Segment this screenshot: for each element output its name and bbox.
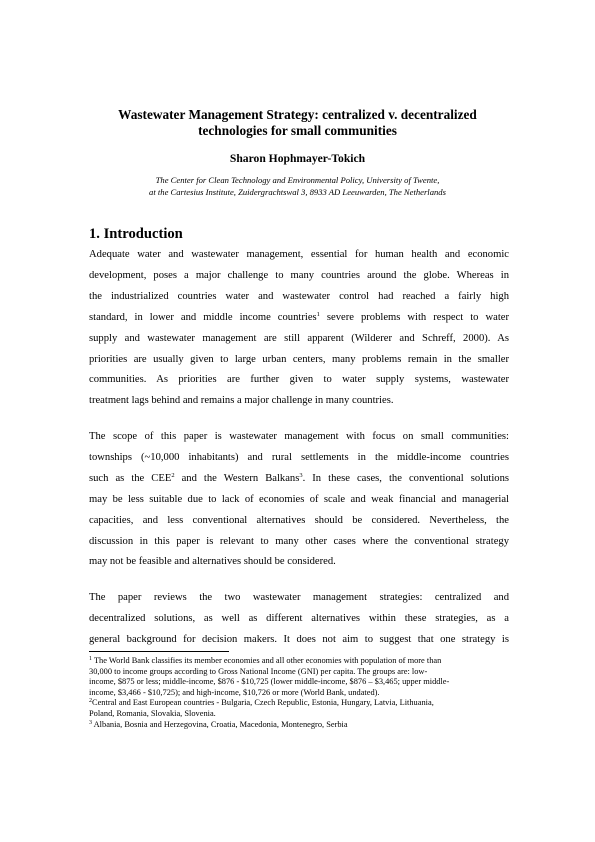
footnote-line (89, 688, 509, 699)
title-line: Wastewater Management Strategy: centralized v. decentralized (118, 107, 477, 122)
line-text: severe problems with respect to water (319, 311, 509, 323)
affiliation-line: The Center for Clean Technology and Environmental Policy, University of Twente, (155, 175, 440, 185)
paragraph-line (89, 490, 509, 511)
footnote (89, 656, 509, 698)
line-text: development, poses a major challenge to many countries around the globe. Whereas in (89, 269, 509, 281)
footnote-line (89, 720, 509, 731)
paragraph-line (89, 391, 509, 412)
footnote-number: 1 (89, 656, 92, 662)
paragraph-line (89, 552, 509, 573)
line-text: townships (~10,000 inhabitants) and rural settlements in the middle-income countries (89, 451, 509, 463)
line-text: may be less suitable due to lack of economies of scale and weak financial and managerial (89, 493, 509, 505)
line-text: and the Western Balkans (174, 472, 300, 484)
footnote-number: 2 (89, 698, 92, 705)
affiliation-line: at the Cartesius Institute, Zuidergrachtswal 3, 8933 AD Leeuwarden, The Netherlands (149, 186, 446, 197)
line-text: such as the CEE (89, 472, 172, 484)
paragraph-line (89, 532, 509, 553)
footnote-text: income, $3,466 - $10,725); and high-income, $10,726 or more (World Bank, undated). (89, 687, 380, 697)
paragraph-line (89, 350, 509, 371)
footnote-text: 30,000 to income groups according to Gross National Income (GNI) per capita. The groups are: low- (89, 666, 428, 676)
body-paragraph (89, 245, 509, 412)
line-text: supply and wastewater management are still apparent (Wilderer and Schreff, 2000). As (89, 332, 509, 344)
footnote-marker: 3 (299, 471, 303, 479)
footnote-separator (89, 651, 229, 652)
author-name: Sharon Hophmayer-Tokich (229, 152, 366, 165)
paragraph-line (89, 588, 509, 609)
body-paragraph (89, 427, 509, 573)
paragraph-line (89, 287, 509, 308)
footnote (89, 698, 509, 719)
footnote-number: 3 (89, 719, 92, 726)
paragraph-line (89, 329, 509, 350)
line-text: treatment lags behind and remains a major challenge in many countries. (89, 395, 394, 407)
line-text: priorities are usually given to large urban centers, many problems remain in the smaller (89, 353, 509, 365)
paragraph-line (89, 448, 509, 469)
footnote-line (89, 667, 509, 678)
line-text: The paper reviews the two wastewater management strategies: centralized and (89, 592, 509, 603)
section-heading: 1. Introduction (89, 226, 183, 242)
title-line: technologies for small communities (198, 123, 397, 138)
paragraph-line (89, 630, 509, 651)
footnote-line (89, 698, 509, 709)
paragraph-line (89, 245, 509, 266)
line-text: general background for decision makers. It does not aim to suggest that one strategy is (89, 633, 509, 645)
paragraph-line (89, 609, 509, 630)
line-text: communities. As priorities are further given to water supply systems, wastewater (89, 374, 509, 386)
line-text: standard, in lower and middle income countries (89, 311, 317, 323)
footnote-text: Poland, Romania, Slovakia, Slovenia. (89, 708, 216, 718)
footnote-text: Albania, Bosnia and Herzegovina, Croatia, Macedonia, Montenegro, Serbia (92, 719, 348, 729)
body-paragraph (89, 588, 509, 651)
footnote-text: The World Bank classifies its member economies and all other economies with population of more than (92, 656, 442, 665)
footnote-line (89, 709, 509, 720)
paragraph-line (89, 308, 509, 329)
author-affiliation (60, 175, 535, 198)
line-text: the industrialized countries water and wastewater control had reached a fairly high (89, 290, 509, 302)
line-text: . In these cases, the conventional solutions (302, 472, 509, 484)
line-text: The scope of this paper is wastewater management with focus on small communities: (89, 431, 509, 442)
paper-title (60, 107, 535, 139)
line-text: capacities, and less conventional alternatives should be considered. Nevertheless, the (89, 514, 509, 526)
footnote-line (89, 656, 509, 667)
paragraph-line (89, 370, 509, 391)
line-text: discussion in this paper is relevant to many other cases where the conventional strategy (89, 535, 509, 547)
footnote-text: Central and East European countries - Bulgaria, Czech Republic, Estonia, Hungary, Latvia, Lithuania, (92, 698, 434, 708)
paragraph-line (89, 469, 509, 490)
footnote (89, 720, 509, 731)
footnote-text: income, $875 or less; middle-income, $876 - $10,725 (lower middle-income, $876 – $3,465; upper middle- (89, 677, 450, 687)
footnotes (89, 656, 509, 730)
line-text: may not be feasible and alternatives should be considered. (89, 556, 336, 568)
footnote-marker: 2 (171, 471, 175, 479)
line-text: Adequate water and wastewater management, essential for human health and economic (89, 249, 509, 260)
footnote-marker: 1 (316, 310, 320, 318)
line-text: decentralized solutions, as well as different alternatives within these strategies, as a (89, 612, 509, 624)
paragraph-line (89, 266, 509, 287)
footnote-line (89, 677, 509, 688)
paragraph-line (89, 511, 509, 532)
paragraph-line (89, 427, 509, 448)
